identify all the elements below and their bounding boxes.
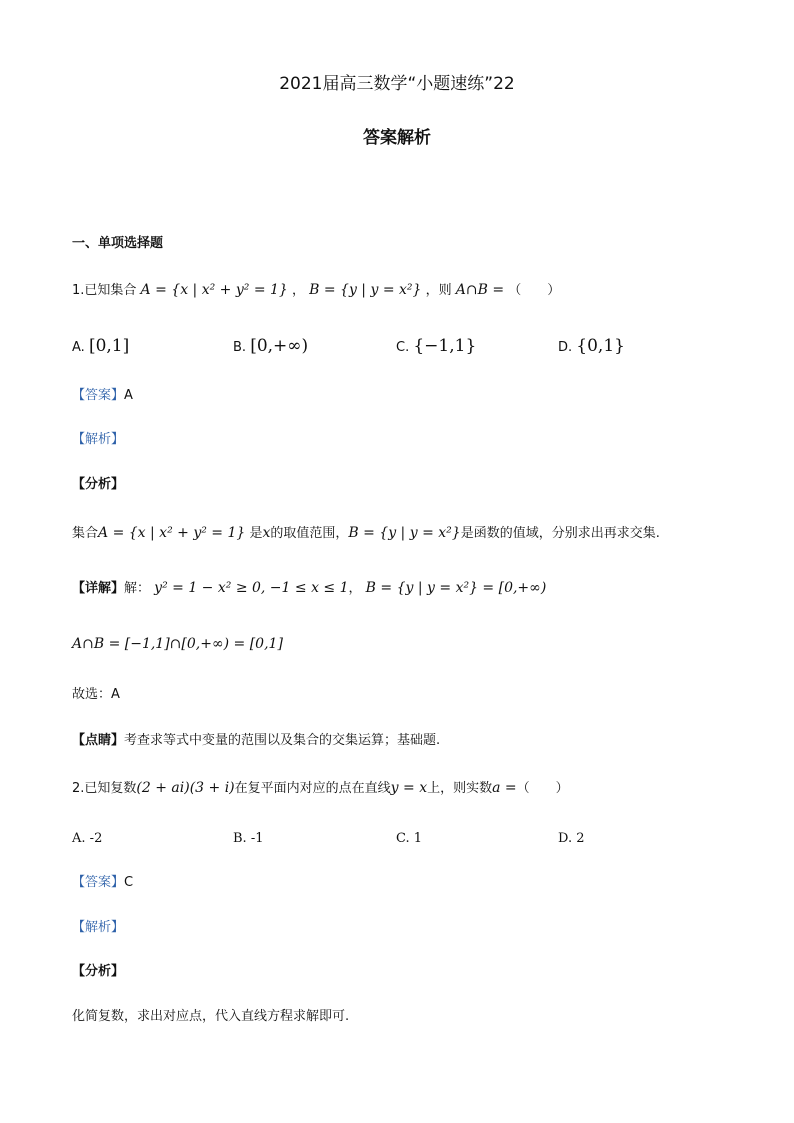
q1-option-c-value: {−1,1} (413, 336, 477, 356)
q2-answer-value: C (124, 875, 134, 890)
q1-fenxi-text (72, 523, 660, 544)
q2-option-b-value: -1 (250, 831, 264, 846)
q1-fenxi-x: x (262, 525, 271, 541)
q2-lead: 2.已知复数 (72, 781, 137, 796)
q2-text1: 在复平面内对应的点在直线 (234, 781, 391, 796)
page-subtitle: 答案解析 (363, 128, 431, 148)
q2-option-c (396, 829, 422, 849)
q2-option-b-label: B. (233, 831, 247, 846)
q1-option-b-label: B. (233, 340, 247, 355)
q1-detail-tag: 【详解】 (72, 581, 125, 596)
q1-fenxi-text3: 是函数的值域，分别求出再求交集. (460, 526, 660, 541)
q1-answer-tag: 【答案】 (72, 388, 125, 403)
q1-option-c (396, 336, 476, 358)
q2-option-a-value: -2 (89, 831, 103, 846)
q2-option-d-label: D. (558, 831, 573, 846)
q1-fenxi-text2: 的取值范围， (270, 526, 349, 541)
q2-option-c-value: 1 (413, 831, 423, 846)
q2-option-d-value: 2 (576, 831, 585, 846)
q1-option-d (558, 336, 625, 358)
q1-lead: 1.已知集合 (72, 283, 137, 298)
page-title: 2021届高三数学“小题速练”22 (279, 74, 515, 94)
q1-fenxi-set-a: A = {x | x² + y² = 1} (98, 525, 246, 541)
q2-text2: 上，则实数 (427, 781, 493, 796)
q1-option-b (233, 336, 308, 358)
q1-analysis-tag: 【解析】 (72, 432, 125, 447)
q1-fenxi-text1: 是 (249, 526, 263, 541)
q2-var: a = (492, 780, 517, 796)
q1-detail-lead: 解： (124, 581, 151, 596)
q1-answer-value: A (124, 388, 133, 403)
q1-detail-comma: ， (348, 581, 362, 596)
q1-fenxi-set-b: B = {y | y = x²} (348, 525, 461, 541)
question-1 (72, 280, 560, 301)
q1-option-d-label: D. (558, 340, 573, 355)
q1-option-d-value: {0,1} (576, 336, 625, 356)
q1-fenxi-lead: 集合 (72, 526, 99, 541)
q1-detail-intersection: A∩B = [−1,1]∩[0,+∞) = [0,1] (72, 636, 283, 652)
section-title: 一、单项选择题 (72, 236, 164, 251)
q2-complex: (2 + ai)(3 + i) (136, 780, 235, 796)
q1-comment-text: 考查求等式中变量的范围以及集合的交集运算；基础题. (124, 733, 441, 748)
q1-option-a-value: [0,1] (88, 336, 130, 356)
q2-answer (72, 873, 133, 893)
q1-expr: A∩B = (455, 282, 505, 298)
q2-analysis-tag: 【解析】 (72, 920, 125, 935)
q2-option-d (558, 829, 585, 849)
q1-choose: 故选：A (72, 687, 120, 702)
q2-option-a (72, 829, 102, 849)
q1-detail-line2 (72, 634, 283, 655)
q2-fenxi-tag: 【分析】 (72, 964, 125, 979)
q1-comment-tag: 【点睛】 (72, 733, 125, 748)
q1-paren: （ ） (508, 283, 561, 298)
q1-option-a (72, 336, 129, 358)
q1-answer (72, 386, 133, 406)
q1-option-a-label: A. (72, 340, 85, 355)
q1-option-b-value: [0,+∞) (250, 336, 309, 356)
q1-detail-math2: B = {y | y = x²} = [0,+∞) (365, 580, 547, 596)
q2-option-b (233, 829, 264, 849)
q1-fenxi-tag: 【分析】 (72, 477, 125, 492)
q1-ask: ，则 (425, 283, 452, 298)
q2-option-c-label: C. (396, 831, 410, 846)
question-2 (72, 778, 569, 799)
q1-comment (72, 731, 440, 751)
q1-set-b: B = {y | y = x²} (309, 282, 422, 298)
q1-set-a: A = {x | x² + y² = 1} (140, 282, 288, 298)
q2-option-a-label: A. (72, 831, 86, 846)
q1-detail-math1: y² = 1 − x² ≥ 0, −1 ≤ x ≤ 1 (154, 580, 349, 596)
q1-comma: ， (291, 283, 305, 298)
q2-fenxi-text: 化简复数，求出对应点，代入直线方程求解即可. (72, 1009, 350, 1024)
q2-paren: （ ） (516, 781, 569, 796)
q2-line-eq: y = x (390, 780, 428, 796)
q2-answer-tag: 【答案】 (72, 875, 125, 890)
q1-option-c-label: C. (396, 340, 410, 355)
q1-detail (72, 578, 546, 599)
